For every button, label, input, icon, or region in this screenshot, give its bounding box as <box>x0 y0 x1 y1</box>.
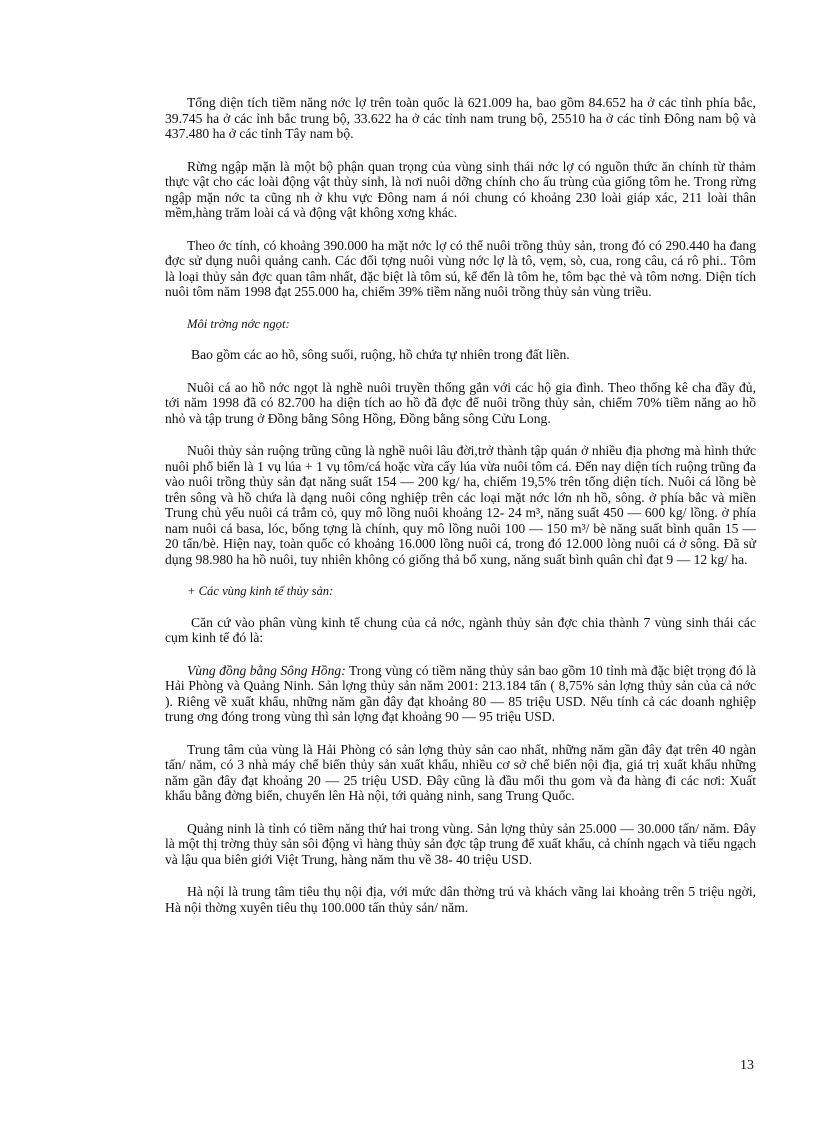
paragraph-hai-phong: Trung tâm của vùng là Hải Phòng có sản lợng thủy sản cao nhất, những năm gần đây đạt trên 40 ngàn tấn/ năm, có 3 nhà máy chế biến thủy sản xuất khẩu, nhiều cơ sở chế biến nội địa, giá trị xuất khẩu những năm gần đây đạt khoảng 20 — 25 triệu USD. Đây cũng là đầu mối thu gom và đa hàng đi các nơi: Xuất khẩu bằng đờng biển, chuyển lên Hà nội, tới quảng ninh, sang Trung Quốc. <box>165 741 756 803</box>
paragraph-regions-intro: Căn cứ vào phân vùng kinh tế chung của cả nớc, ngành thủy sản đợc chia thành 7 vùng sinh thái các cụm kinh tế đó là: <box>165 614 756 645</box>
paragraph-ricefield-farming: Nuôi thủy sản ruộng trũng cũng là nghề nuôi lâu đời,trở thành tập quán ở nhiều địa phơng mà hình thức nuôi phổ biến là 1 vụ lúa + 1 vụ tôm/cá hoặc vừa cấy lúa vừa nuôi tôm cá. Đến nay diện tích ruộng trũng đa vào nuôi trồng thủy sản đạt năng suất 154 — 200 kg/ ha, chiếm 19,5% trên tổng diện tích. Nuôi cá lồng bè trên sông và hồ chứa là dạng nuôi công nghiệp trên các loại mặt nớc lớn nh hồ, sông. ở phía bắc và miền Trung chủ yếu nuôi cá trắm cỏ, quy mô lồng nuôi khoảng 12- 24 m³, năng suất 450 — 600 kg/ lồng. ở phía nam nuôi cá basa, lóc, bống tợng là chính, quy mô lồng nuôi 100 — 150 m³/ bè năng suất bình quân 15 — 20 tấn/bè. Hiện nay, toàn quốc có khoảng 16.000 lồng nuôi cá, trong đó 12.000 lòng nuôi cá ở sông. Đã sử dụng 98.980 ha hồ nuôi, tuy nhiên không có giống thả bổ xung, năng suất bình quân chỉ đạt 9 — 12 kg/ ha. <box>165 443 756 567</box>
paragraph-brackish-aquaculture: Theo ớc tính, có khoảng 390.000 ha mặt nớc lợ có thể nuôi trồng thủy sản, trong đó có 290.440 ha đang đợc sử dụng nuôi quảng canh. Các đối tợng nuôi vùng nớc lợ là tô, vẹm, sò, cua, rong câu, cá rô phi.. Tôm là loại thủy sản đợc quan tâm nhất, đặc biệt là tôm sú, kế đến là tôm he, tôm bạc thẻ và tôm nơng. Diện tích nuôi tôm năm 1998 đạt 255.000 ha, chiếm 39% tiềm năng nuôi trồng thủy sản vùng triều. <box>165 237 756 299</box>
red-river-delta-lead: Vùng đồng bằng Sông Hồng: <box>187 662 346 678</box>
paragraph-mangrove: Rừng ngập mặn là một bộ phận quan trọng của vùng sinh thái nớc lợ có nguồn thức ăn chính từ thảm thực vật cho các loài động vật thủy sinh, là nơi nuôi dỡng chính cho ấu trùng của giống tôm he. Trong rừng ngập mặn nớc ta cũng nh ở khu vực Đông nam á nói chung có khoảng 230 loài giáp xác, 211 loài thân mềm,hàng trăm loài cá và động vật không xơng khác. <box>165 158 756 220</box>
paragraph-ha-noi: Hà nội là trung tâm tiêu thụ nội địa, với mức dân thờng trú và khách vãng lai khoảng trên 5 triệu ngời, Hà nội thờng xuyên tiêu thụ 100.000 tấn thủy sản/ năm. <box>165 884 756 915</box>
heading-freshwater: Môi trờng nớc ngọt: <box>187 316 290 331</box>
paragraph-pond-farming: Nuôi cá ao hồ nớc ngọt là nghề nuôi truyền thống gắn với các hộ gia đình. Theo thống kê cha đầy đủ, tới năm 1998 đã có 82.700 ha diện tích ao hồ đã đợc để nuôi trồng thủy sản, chiếm 70% tiềm năng ao hồ nhỏ và tập trung ở Đồng bằng Sông Hồng, Đồng bằng sông Cửu Long. <box>165 379 756 426</box>
document-body <box>165 95 756 932</box>
red-river-delta-text: Trong vùng có tiềm năng thủy sản bao gồm 10 tỉnh mà đặc biệt trọng đó là Hải Phòng và Quảng Ninh. Sản lợng thủy sản năm 2001: 213.184 tấn ( 8,75% sản lợng thủy sản của cả nớc ). Riêng về xuất khẩu, những năm gần đây đạt khoảng 80 — 85 triệu USD. Nếu tính cả các doanh nghiệp trung ơng đóng trong vùng thì sản lợng đạt khoảng 90 — 95 triệu USD. <box>165 662 756 724</box>
paragraph-freshwater-intro: Bao gồm các ao hồ, sông suối, ruộng, hồ chứa tự nhiên trong đất liền. <box>191 347 570 362</box>
paragraph-red-river-delta <box>165 663 756 725</box>
heading-economic-regions: + Các vùng kinh tế thủy sản: <box>187 584 334 598</box>
paragraph-quang-ninh: Quảng ninh là tỉnh có tiềm năng thứ hai trong vùng. Sản lợng thủy sản 25.000 — 30.000 tấn/ năm. Đây là một thị trờng thủy sản sôi động vì hàng thủy sản đợc tập trung để xuất khẩu, cả chính ngạch và tiểu ngạch và lậu qua biên giới Việt Trung, hàng năm thu về 38- 40 triệu USD. <box>165 820 756 867</box>
page-number: 13 <box>740 1058 754 1073</box>
paragraph-total-area: Tổng diện tích tiềm năng nớc lợ trên toàn quốc là 621.009 ha, bao gồm 84.652 ha ở các tỉnh phía bắc, 39.745 ha ở các ỉnh bắc trung bộ, 33.622 ha ở các tỉnh nam trung bộ, 25510 ha ở các tỉnh Đông nam bộ và 437.480 ha ở các tỉnh Tây nam bộ. <box>165 95 756 141</box>
